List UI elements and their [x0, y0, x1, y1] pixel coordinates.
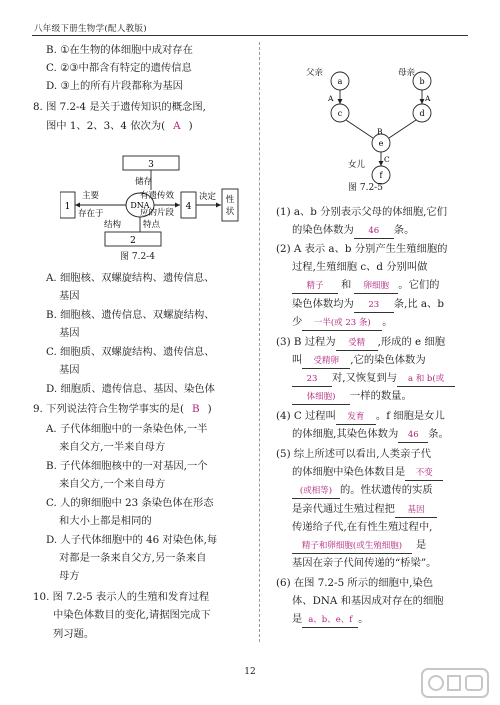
q1-line1: (1) a、b 分别表示父母的体细胞,它们 [276, 206, 447, 218]
box-1-label: 1 [64, 202, 71, 212]
dna-label: DNA [130, 201, 150, 210]
concept-map-diagram [60, 152, 250, 262]
fig-7-2-5-caption: 图 7.2-5 [348, 183, 383, 193]
q8-option-c: C. 细胞质、双螺旋结构、遗传信息、 [46, 346, 215, 358]
q6-blank: a、b、e、f [302, 613, 358, 628]
column-divider [259, 42, 260, 642]
q9-line: 和大小上都是相同的 [59, 515, 152, 527]
label-B: B [377, 127, 383, 136]
line-d-e [389, 120, 416, 138]
arrow-to-4 [175, 203, 180, 208]
label-zhuyao: 主要 [82, 191, 100, 201]
q8-option-b-cont: 基因 [59, 327, 80, 339]
label-youyichuan2: 应的片段 [140, 208, 175, 218]
q3-blank-2: 受精卵 [302, 354, 350, 369]
label-chucun: 储存 [135, 177, 153, 187]
cell-d-label: d [419, 109, 425, 118]
label-cunzaiyu: 存在于 [78, 209, 104, 219]
q2-blank-2: 卵细胞 [354, 279, 398, 294]
q4-line2: 的体细胞,其染色体数为 46 条。 [292, 427, 449, 443]
q9-line: 对都是一条来自父方,另一条来自 [59, 552, 207, 564]
q2-line5: 少 一半(或 23 条) 。 [292, 315, 393, 331]
arrow-to-d [420, 99, 425, 104]
q4-blank-1: 发育 [336, 410, 376, 425]
q6-line3: 是 a、b、e、f 。 [292, 612, 369, 628]
header-rule [32, 35, 468, 36]
label-father: 父亲 [306, 68, 324, 78]
q5-blank-1-cont: (或相等) [292, 484, 340, 499]
cell-b-label: b [419, 77, 425, 86]
q5-blank-1: 不变 [405, 466, 443, 481]
box-4-label: 4 [185, 202, 192, 212]
q5-line1: (5) 综上所述可以看出,人类亲子代 [276, 448, 431, 460]
arrow-to-trait [216, 203, 221, 208]
page-number: 12 [244, 667, 256, 677]
q3-line2: 叫 受精卵 ,它的染色体数为 [292, 353, 426, 369]
q3-line4: 体细胞) 一样的数量。 [292, 389, 412, 405]
q8-option-a-cont: 基因 [59, 290, 80, 302]
q9-line: 来自父方,一个来自母方 [59, 478, 166, 490]
fig-7-2-4-caption: 图 7.2-4 [120, 252, 155, 262]
arrow-to-1 [75, 203, 80, 208]
option-c-prev: C. ②③中都含有特定的遗传信息 [46, 62, 192, 74]
reproduction-diagram [290, 63, 470, 193]
q6-line2: 体、DNA 和基因成对存在的细胞 [292, 595, 444, 607]
cell-c-label: c [337, 109, 343, 118]
q3-blank-4-cont: 体细胞) [292, 390, 350, 405]
q1-blank: 46 [354, 224, 394, 239]
q9-stem: 9. 下列说法符合生物学事实的是( B ) [33, 403, 212, 415]
q5-line2: 的体细胞中染色体数目是 不变 [292, 465, 443, 481]
q2-line3: 精子 和 卵细胞 。它们的 [292, 278, 439, 294]
q8-stem-line2: 图中 1、2、3、4 依次为( A ) [46, 120, 193, 132]
q5-blank-2: 基因 [395, 503, 437, 518]
label-youyichuan1: 有遗传效 [140, 191, 175, 201]
q6-line1: (6) 在图 7.2-5 所示的细胞中,染色 [276, 577, 434, 589]
q10-line: 10. 图 7.2-5 表示人的生殖和发育过程 [33, 591, 210, 603]
q3-blank-1: 受精 [336, 336, 378, 351]
q3-blank-3: 23 [292, 372, 332, 387]
q9-line: B. 子代体细胞核中的一对基因,一个 [46, 460, 208, 472]
q4-line1: (4) C 过程叫 发育 。f 细胞是女儿 [276, 409, 445, 425]
label-tedian: 特点 [143, 220, 161, 230]
option-d-prev: D. ③上的所有片段都称为基因 [46, 80, 183, 92]
q9-line: 母方 [59, 570, 80, 582]
label-daughter: 女儿 [348, 160, 366, 170]
q5-blank-3: 精子和卵细胞(或生殖细胞) [292, 539, 412, 554]
cell-f-label: f [379, 171, 383, 180]
arrow-to-f [379, 161, 384, 166]
q5-line7: 基因在亲子代间传递的“桥梁”。 [292, 557, 437, 569]
cell-a-label: a [337, 77, 343, 86]
box-2-label: 2 [130, 236, 136, 246]
option-b-prev: B. ①在生物的体细胞中成对存在 [46, 44, 193, 56]
trait-label-1: 性 [225, 195, 235, 205]
q3-line1: (3) B 过程为 受精 ,形成的 e 细胞 [276, 335, 445, 351]
line-c-e [346, 120, 373, 138]
q8-option-d: D. 细胞质、遗传信息、基因、染色体 [46, 383, 215, 395]
q3-line3: 23 对,又恢复到与 a 和 b(或 [292, 371, 455, 387]
q9-line: D. 人子代体细胞中的 46 对染色体,每 [46, 534, 218, 546]
q5-line6: 精子和卵细胞(或生殖细胞) 是 [292, 538, 426, 554]
q5-line4: 是亲代通过生殖过程把 基因 [292, 502, 437, 518]
watermark-logo-icon [420, 666, 492, 700]
q8-stem-line1: 8. 图 7.2-4 是关于遗传知识的概念图, [33, 101, 206, 113]
label-jueding: 决定 [199, 192, 217, 202]
q8-answer: A [173, 120, 181, 132]
q9-line: A. 子代体细胞中的一条染色体,一半 [46, 423, 208, 435]
q2-line4: 染色体数均为 23 条,比 a、b [292, 297, 444, 313]
q9-line: 来自父方,一半来自母方 [59, 441, 166, 453]
q5-line3: (或相等) 的。性状遗传的实质 [292, 483, 433, 499]
label-mother: 母亲 [398, 68, 416, 78]
q9-line: C. 人的卵细胞中 23 条染色体在形态 [46, 497, 214, 509]
label-A-left: A [328, 94, 334, 103]
q1-line2: 的染色体数为 46 条。 [292, 223, 414, 239]
running-header: 八年级下册生物学(配人教版) [34, 24, 147, 34]
q2-line1: (2) A 表示 a、b 分别产生生殖细胞的 [276, 243, 448, 255]
label-A-right: A [425, 94, 431, 103]
q8-option-b: B. 细胞核、遗传信息、双螺旋结构、 [46, 309, 215, 321]
box-3-label: 3 [148, 160, 154, 170]
label-C: C [384, 155, 390, 164]
q2-blank-4: 一半(或 23 条) [302, 316, 382, 331]
q10-line: 中染色体数目的变化,请据图完成下 [53, 609, 211, 621]
q2-blank-3: 23 [354, 298, 394, 313]
trait-label-2: 状 [225, 207, 235, 217]
q3-blank-4: a 和 b(或 [397, 372, 455, 387]
q9-answer: B [191, 403, 200, 415]
cell-e-label: e [378, 139, 384, 148]
q8-option-a: A. 细胞核、双螺旋结构、遗传信息、 [46, 272, 215, 284]
q2-line2: 过程,生殖细胞 c、d 分别叫做 [292, 261, 428, 273]
q10-line: 列习题。 [53, 628, 95, 640]
q5-line5: 传递给子代,在有性生殖过程中, [292, 521, 433, 533]
label-jiegou: 结构 [104, 220, 122, 230]
q2-blank-1: 精子 [292, 279, 338, 294]
q4-blank-2: 46 [398, 428, 428, 443]
q8-option-c-cont: 基因 [59, 364, 80, 376]
arrow-to-c [338, 99, 343, 104]
